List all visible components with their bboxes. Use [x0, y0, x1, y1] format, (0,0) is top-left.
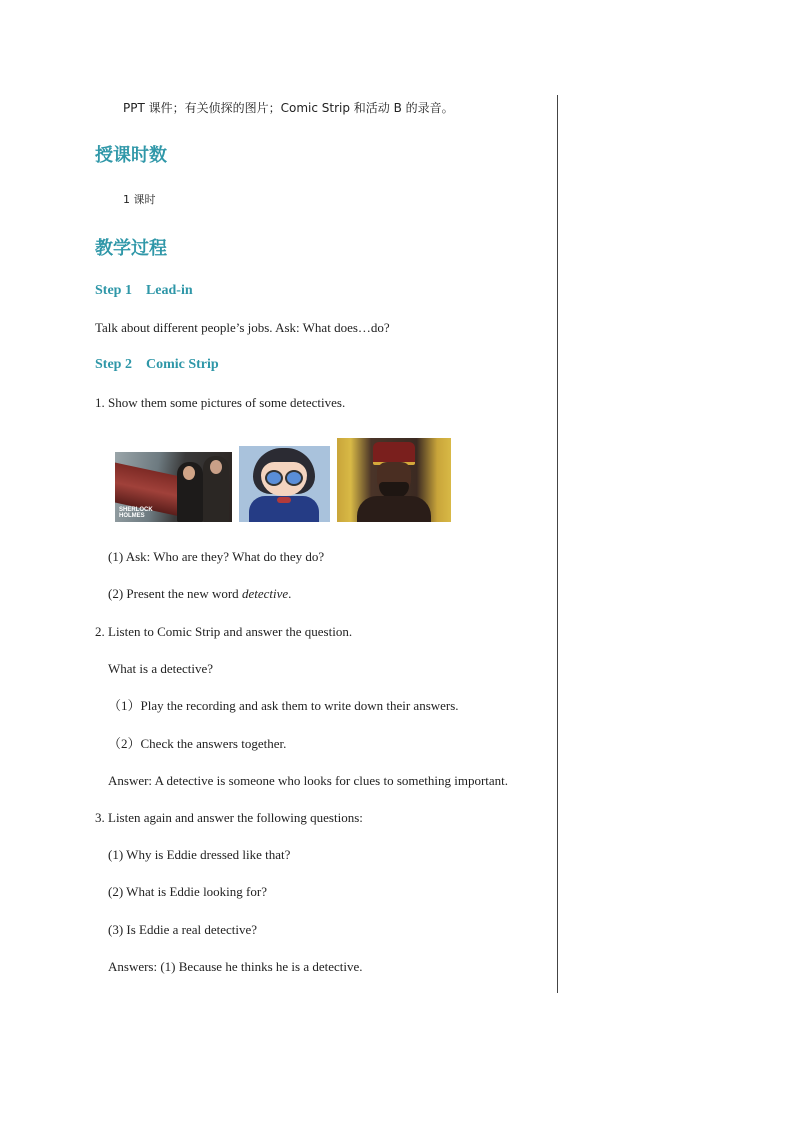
- item3-q1: (1) Why is Eddie dressed like that?: [108, 847, 291, 862]
- item3-q2: (2) What is Eddie looking for?: [108, 884, 267, 899]
- item3-answers: Answers: (1) Because he thinks he is a detective.: [108, 959, 363, 974]
- item3-text: 3. Listen again and answer the following questions:: [95, 810, 363, 825]
- materials-line: PPT 课件；有关侦探的图片；Comic Strip 和活动 B 的录音。: [123, 101, 454, 115]
- bowtie-shape: [277, 497, 291, 503]
- step1-title: Lead-in: [145, 283, 193, 298]
- step2-label: Step 2: [95, 357, 132, 372]
- teaching-hours-value: 1 课时: [123, 193, 156, 206]
- item1-sub2: [108, 586, 291, 602]
- item2-sub2: （2）Check the answers together.: [108, 736, 287, 751]
- face-shape: [210, 460, 222, 474]
- heading-teaching-hours: 授课时数: [95, 145, 167, 166]
- item3-q3: (3) Is Eddie a real detective?: [108, 922, 258, 937]
- robe-shape: [357, 496, 431, 522]
- item2-text: 2. Listen to Comic Strip and answer the question.: [95, 624, 353, 639]
- step1-text: Talk about different people’s jobs. Ask: What does…do?: [95, 320, 390, 335]
- item1-sub2-suffix: .: [288, 586, 292, 601]
- glasses-lens: [265, 470, 283, 486]
- column-divider: [557, 95, 558, 993]
- holmes-caption: SHERLOCK HOLMES: [119, 507, 153, 519]
- glasses-lens: [285, 470, 303, 486]
- step1-label: Step 1: [95, 283, 132, 298]
- item1-text: 1. Show them some pictures of some detectives.: [95, 395, 346, 410]
- item2-sub1: （1）Play the recording and ask them to write down their answers.: [108, 698, 459, 713]
- conan-picture: [239, 446, 330, 522]
- heading-teaching-process: 教学过程: [95, 238, 167, 259]
- step2-title: Comic Strip: [145, 357, 219, 372]
- step2-heading: [95, 357, 219, 373]
- item2-answer: Answer: A detective is someone who looks for clues to something important.: [108, 773, 509, 788]
- step1-heading: [95, 283, 193, 299]
- item1-sub1: (1) Ask: Who are they? What do they do?: [108, 549, 325, 564]
- item1-sub2-word: detective: [241, 586, 289, 601]
- face-shape: [183, 466, 195, 480]
- item1-sub2-prefix: (2) Present the new word: [108, 586, 242, 601]
- item2-question: What is a detective?: [108, 661, 214, 676]
- sherlock-holmes-picture: [115, 452, 232, 522]
- judge-bao-picture: [337, 438, 451, 522]
